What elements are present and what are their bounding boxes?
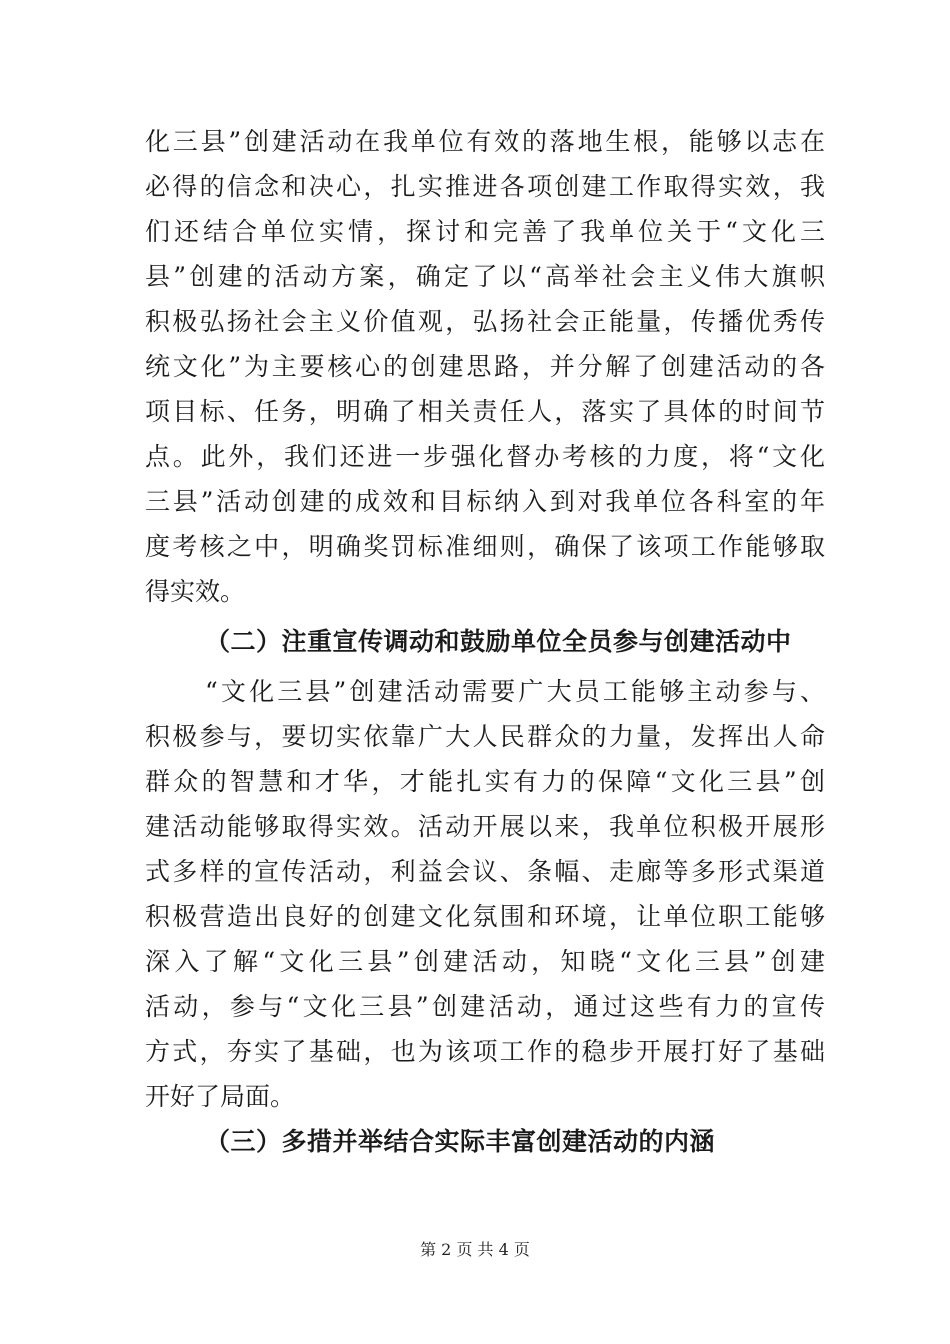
paragraph-line: 深入了解“文化三县”创建活动，知晓“文化三县”创建 — [145, 947, 825, 976]
paragraph-line: 县”创建的活动方案，确定了以“高举社会主义伟大旗帜 — [145, 262, 825, 291]
paragraph-line: 度考核之中，明确奖罚标准细则，确保了该项工作能够取 — [145, 532, 825, 561]
paragraph-line: 群众的智慧和才华，才能扎实有力的保障“文化三县”创 — [145, 767, 825, 796]
paragraph-line: 方式，夯实了基础，也为该项工作的稳步开展打好了基础 — [145, 1037, 825, 1066]
paragraph-line: 活动，参与“文化三县”创建活动，通过这些有力的宣传 — [145, 992, 825, 1021]
paragraph-line: 化三县”创建活动在我单位有效的落地生根，能够以志在 — [145, 127, 825, 156]
paragraph-line: 式多样的宣传活动，利益会议、条幅、走廊等多形式渠道 — [145, 857, 825, 886]
paragraph-line: 点。此外，我们还进一步强化督办考核的力度，将“文化 — [145, 442, 825, 471]
paragraph-line: 开好了局面。 — [145, 1082, 296, 1111]
paragraph-line: 三县”活动创建的成效和目标纳入到对我单位各科室的年 — [145, 487, 825, 516]
paragraph-line: 统文化”为主要核心的创建思路，并分解了创建活动的各 — [145, 352, 825, 381]
paragraph-line: 积极参与，要切实依靠广大人民群众的力量，发挥出人命 — [145, 722, 825, 751]
paragraph-line: 积极营造出良好的创建文化氛围和环境，让单位职工能够 — [145, 902, 825, 931]
paragraph-line: 积极弘扬社会主义价值观，弘扬社会正能量，传播优秀传 — [145, 307, 825, 336]
paragraph-line: 们还结合单位实情，探讨和完善了我单位关于“文化三 — [145, 217, 825, 246]
section-heading: （二）注重宣传调动和鼓励单位全员参与创建活动中 — [205, 627, 792, 656]
section-heading: （三）多措并举结合实际丰富创建活动的内涵 — [205, 1127, 716, 1156]
paragraph-line: 得实效。 — [145, 577, 246, 606]
paragraph-line: 项目标、任务，明确了相关责任人，落实了具体的时间节 — [145, 397, 825, 426]
paragraph-line: 建活动能够取得实效。活动开展以来，我单位积极开展形 — [145, 812, 825, 841]
paragraph-line: 必得的信念和决心，扎实推进各项创建工作取得实效，我 — [145, 172, 825, 201]
page-number-footer: 第 2 页 共 4 页 — [420, 1240, 530, 1259]
paragraph-line: “文化三县”创建活动需要广大员工能够主动参与、 — [205, 677, 825, 706]
